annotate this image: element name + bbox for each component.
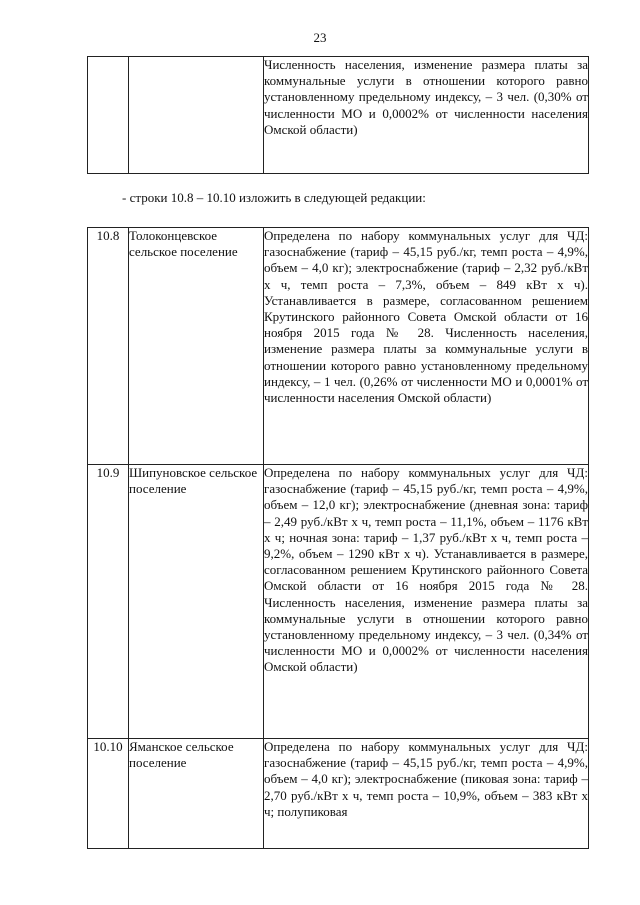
table-row xyxy=(88,739,589,849)
amendment-instruction: - строки 10.8 – 10.10 изложить в следующей редакции: xyxy=(122,190,426,205)
row-number: 10.10 xyxy=(88,739,129,849)
row-description: Определена по набору коммунальных услуг для ЧД: газоснабжение (тариф – 45,15 руб./кг, темп роста – 4,9%, объем – 12,0 кг); электроснабжение (дневная зона: тариф – 2,49 руб./кВт х ч, темп роста – 11,1%, объем – 1176 кВт х ч; ночная зона: тариф – 1,37 руб./кВт х ч, темп роста – 9,2%, объем – 1290 кВт х ч). Устанавливается в размере, согласованном решением Крутинского районного Совета Омской области от 16 ноября 2015 года № 28. Численность населения, изменение размера платы за коммунальные услуги в отношении которого равно установленному предельному индексу, – 3 чел. (0,34% от численности МО и 0,0002% от численности населения Омской области) xyxy=(264,465,589,739)
table-top-fragment xyxy=(87,56,589,174)
table-row xyxy=(88,465,589,739)
row-description: Численность населения, изменение размера платы за коммунальные услуги в отношении которого равно установленному предельному индексу, – 3 чел. (0,30% от численности МО и 0,0002% от численности населения Омской области) xyxy=(264,57,589,174)
amended-rows-table xyxy=(87,227,589,849)
table-row xyxy=(88,57,589,174)
row-name-cell xyxy=(129,57,264,174)
row-number: 10.9 xyxy=(88,465,129,739)
table-row xyxy=(88,228,589,465)
settlement-name: Шипуновское сельское поселение xyxy=(129,465,264,739)
row-description: Определена по набору коммунальных услуг для ЧД: газоснабжение (тариф – 45,15 руб./кг, темп роста – 4,9%, объем – 4,0 кг); электроснабжение (тариф – 2,32 руб./кВт х ч, темп роста – 7,3%, объем – 849 кВт х ч). Устанавливается в размере, согласованном решением Крутинского районного Совета Омской области от 16 ноября 2015 года № 28. Численность населения, изменение размера платы за коммунальные услуги в отношении которого равно установленному предельному индексу, – 1 чел. (0,26% от численности МО и 0,0001% от численности населения Омской области) xyxy=(264,228,589,465)
row-number-cell xyxy=(88,57,129,174)
row-number: 10.8 xyxy=(88,228,129,465)
settlement-name: Толоконцевское сельское поселение xyxy=(129,228,264,465)
page-number: 23 xyxy=(313,30,327,45)
row-description: Определена по набору коммунальных услуг для ЧД: газоснабжение (тариф – 45,15 руб./кг, темп роста – 4,9%, объем – 4,0 кг); электроснабжение (пиковая зона: тариф – 2,70 руб./кВт х ч, темп роста – 10,9%, объем – 383 кВт х ч; полупиковая xyxy=(264,739,589,849)
settlement-name: Яманское сельское поселение xyxy=(129,739,264,849)
